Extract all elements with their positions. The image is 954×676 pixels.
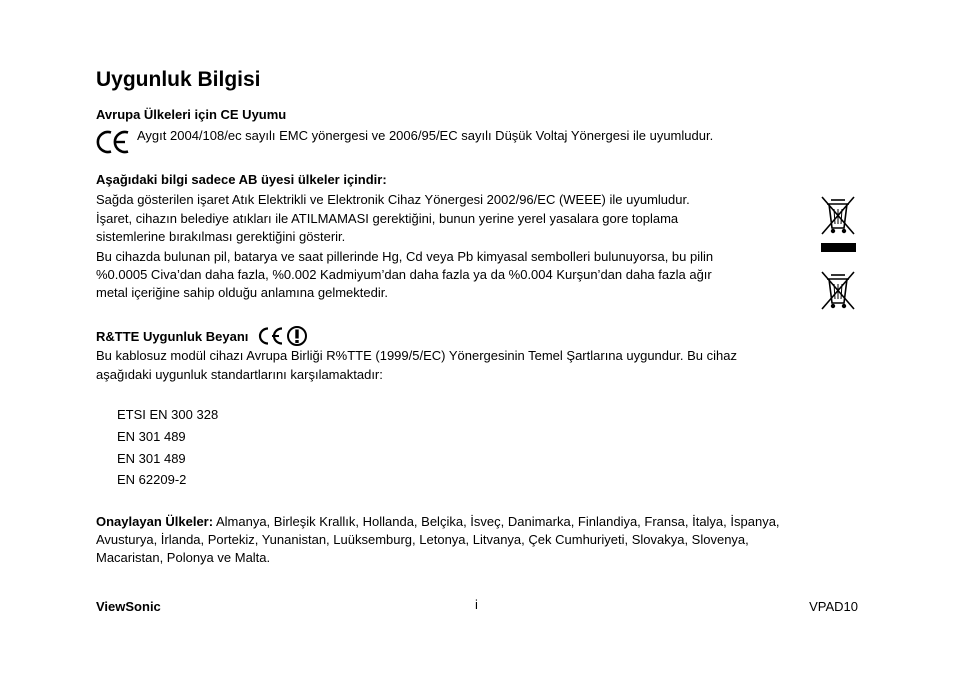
weee-paragraph: Sağda gösterilen işaret Atık Elektrikli ve Elektronik Cihaz Yönergesi 2002/96/EC (WEEE) ile uyumludur. — [96, 192, 690, 207]
rtte-text-line: Bu kablosuz modül cihazı Avrupa Birliği R%TTE (1999/5/EC) Yönergesinin Temel Şartlarına uygundur. Bu cihaz — [96, 348, 737, 363]
standard-item: EN 62209-2 — [117, 472, 187, 487]
disposal-paragraph-line: İşaret, cihazın belediye atıkları ile ATILMAMASI gerektiğini, bunun yerine yerel yasalara gore toplama — [96, 211, 679, 226]
rtte-text-line: aşağıdaki uygunluk standartlarını karşılamaktadır: — [96, 367, 383, 382]
eu-heading: Aşağıdaki bilgi sadece AB üyesi ülkeler içindir: — [96, 172, 387, 187]
ce-mark-icon — [96, 128, 130, 156]
approved-countries-text: Almanya, Birleşik Krallık, Hollanda, Belçika, İsveç, Danimarka, Finlandiya, Fransa, İtalya, İspanya, — [215, 514, 780, 529]
ce-text: Aygıt 2004/108/ec sayılı EMC yönergesi ve 2006/95/EC sayılı Düşük Voltaj Yönergesi ile uyumludur. — [137, 128, 714, 143]
crossed-bin-icon — [818, 268, 858, 317]
alert-class-icon — [286, 325, 308, 347]
standard-item: EN 301 489 — [117, 451, 186, 466]
battery-paragraph-line: metal içeriğine sahip olduğu anlamına gelmektedir. — [96, 285, 388, 300]
ce-heading: Avrupa Ülkeleri için CE Uyumu — [96, 107, 287, 122]
approved-countries-line: Avusturya, İrlanda, Portekiz, Yunanistan, Luüksemburg, Letonya, Litvanya, Çek Cumhuriyeti, Slovakya, Slovenya, — [96, 532, 749, 547]
battery-paragraph-line: %0.0005 Civa’dan daha fazla, %0.002 Kadmiyum’dan daha fazla ya da %0.004 Kurşun’dan daha fazla ağır — [96, 267, 712, 282]
approved-countries-line — [96, 513, 780, 531]
crossed-bin-icon — [818, 193, 858, 242]
standard-item: EN 301 489 — [117, 429, 186, 444]
disposal-paragraph-line: sistemlerine bırakılması gerektiğini gösterir. — [96, 229, 346, 244]
page-title: Uygunluk Bilgisi — [96, 68, 261, 91]
battery-paragraph-line: Bu cihazda bulunan pil, batarya ve saat pillerinde Hg, Cd veya Pb kimyasal sembolleri bulunuyorsa, bu pilin — [96, 249, 714, 264]
rtte-heading: R&TTE Uygunluk Beyanı — [96, 328, 249, 344]
rtte-heading-row — [96, 325, 308, 347]
footer-brand: ViewSonic — [96, 599, 161, 614]
footer-model: VPAD10 — [809, 599, 858, 614]
approved-countries-line: Macaristan, Polonya ve Malta. — [96, 550, 271, 565]
standard-item: ETSI EN 300 328 — [117, 407, 219, 422]
ce-mark-icon — [256, 325, 284, 347]
approved-label: Onaylayan Ülkeler: — [96, 514, 214, 529]
footer-page-number: i — [475, 597, 478, 612]
rtte-marks — [256, 325, 308, 347]
weee-bar — [821, 243, 856, 252]
